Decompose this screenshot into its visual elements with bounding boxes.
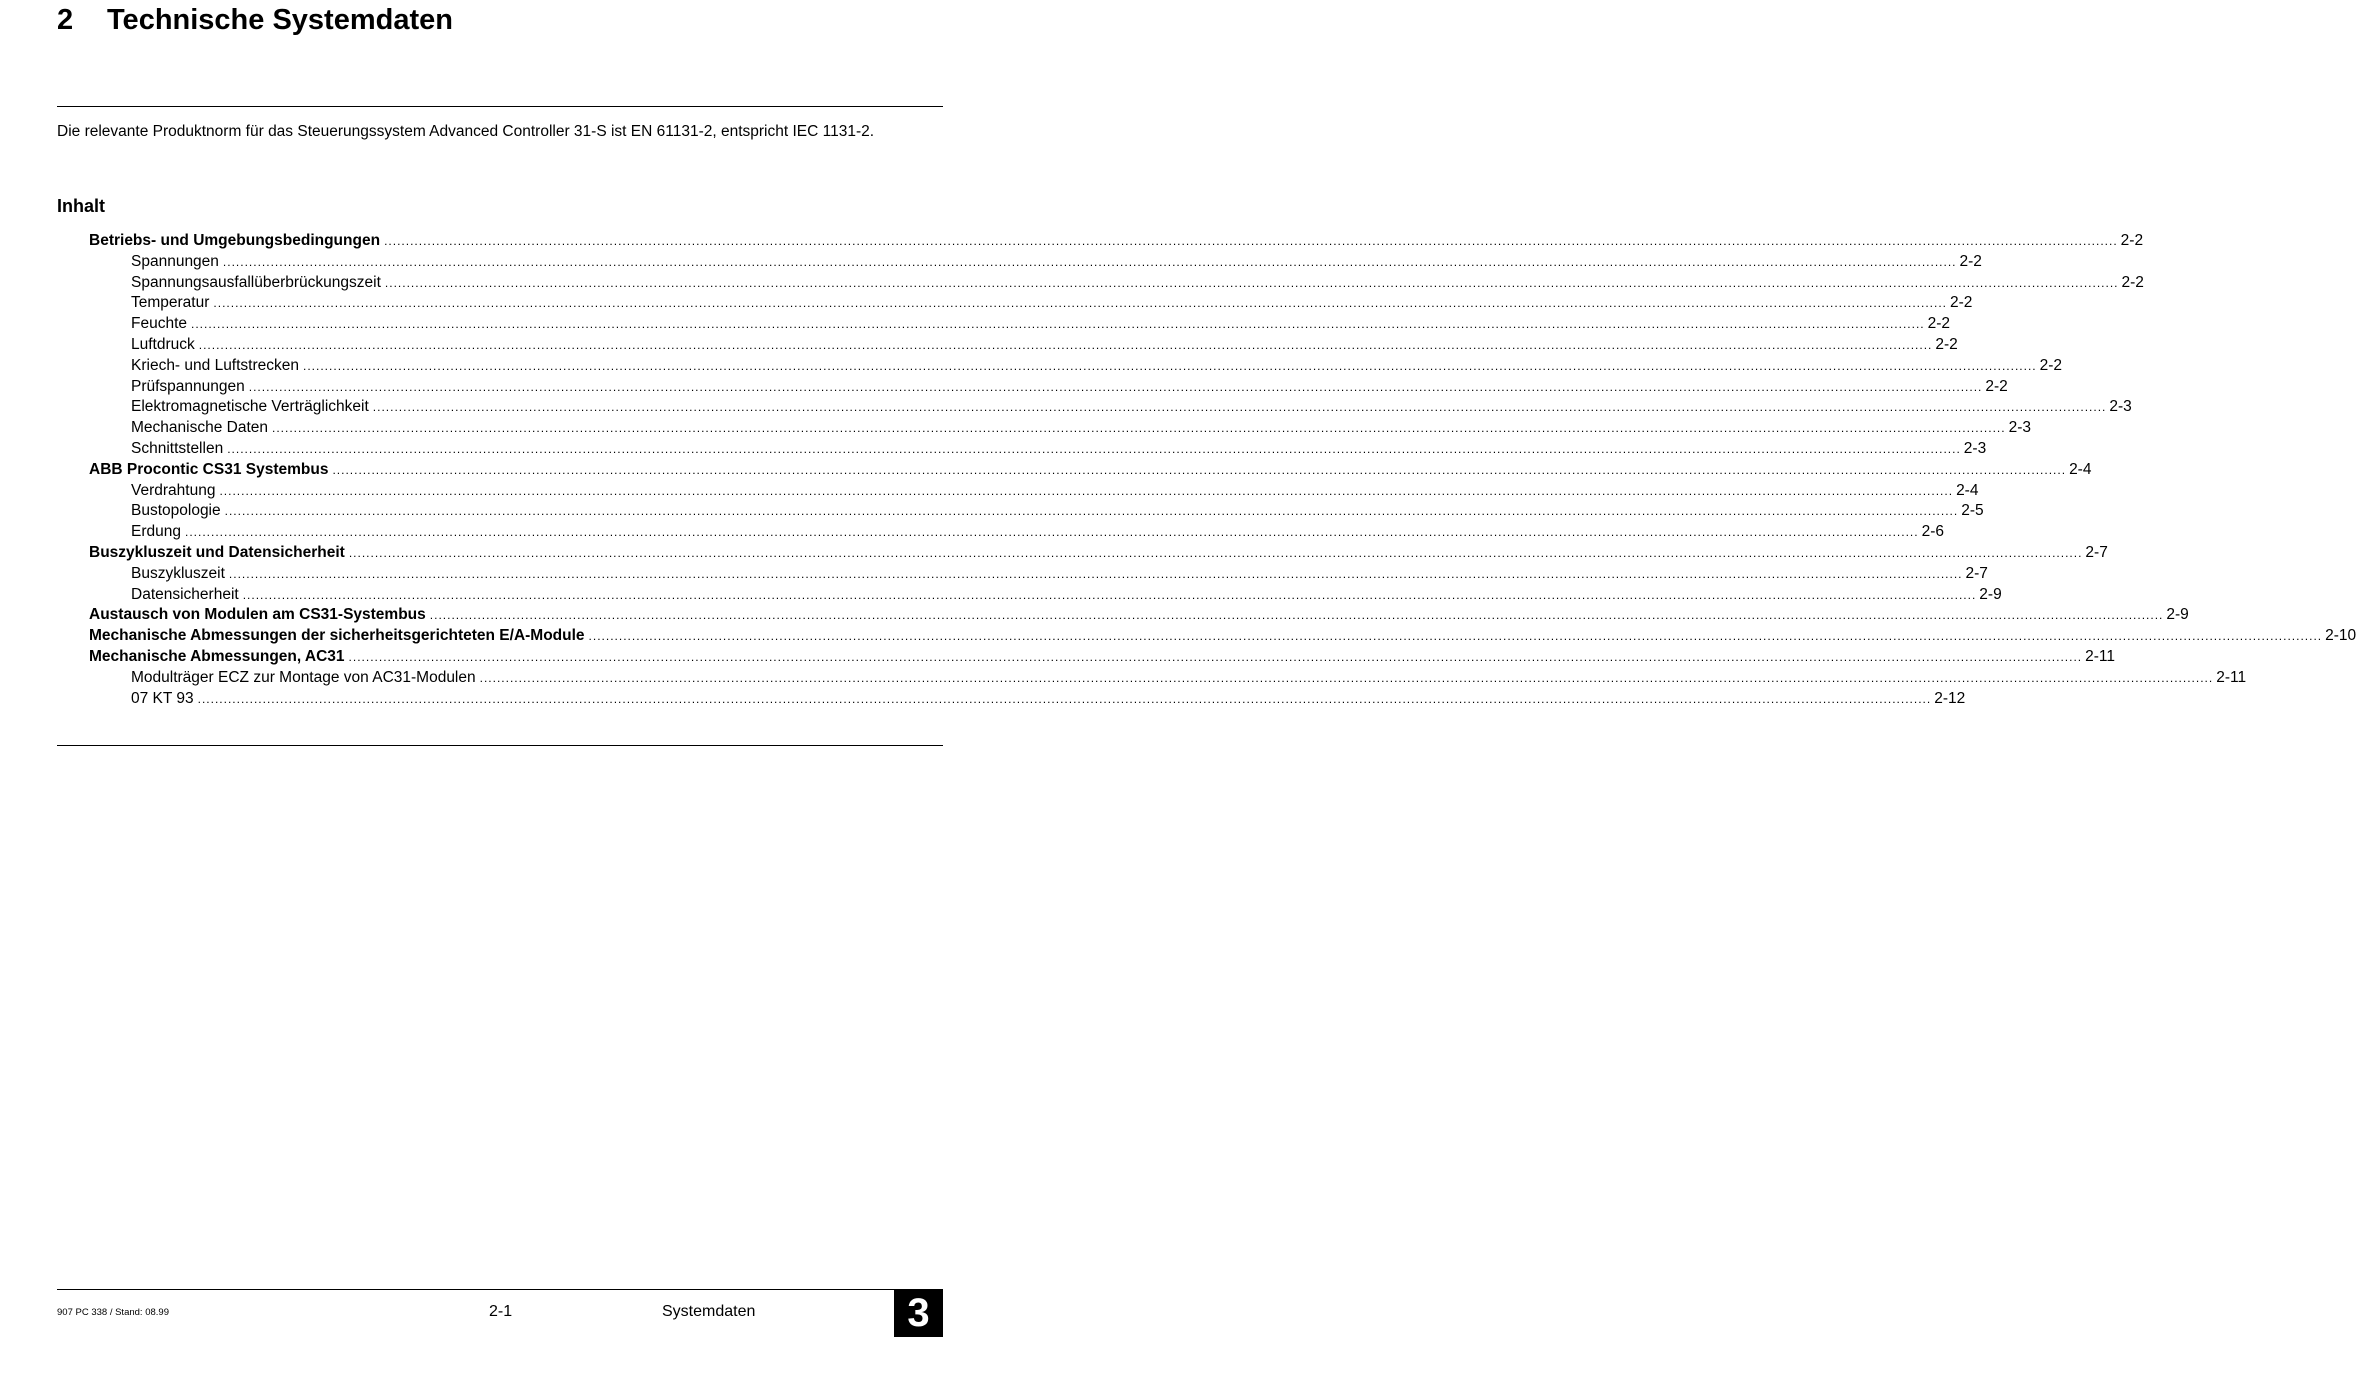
toc-entry-page: 2-5 [1961, 502, 1984, 520]
toc-entry[interactable] [89, 542, 2108, 563]
toc-entry[interactable] [131, 584, 2002, 605]
toc-entry[interactable] [131, 313, 1951, 334]
toc-leader-dots: ................................................................................................................................................................................................................................................................................................................................................................................................................ [213, 296, 1947, 311]
toc-entry-label: 07 KT 93 [131, 689, 194, 707]
toc-entry-label: Modulträger ECZ zur Montage von AC31-Modulen [131, 668, 476, 686]
toc-entry-label: Datensicherheit [131, 585, 239, 603]
toc-leader-dots: ................................................................................................................................................................................................................................................................................................................................................................................................................ [198, 338, 1933, 352]
chapter-heading [57, 4, 453, 37]
toc-entry[interactable] [89, 459, 2092, 480]
toc-entry[interactable] [131, 376, 2008, 397]
toc-entry[interactable] [89, 604, 2189, 625]
toc-leader-dots: ................................................................................................................................................................................................................................................................................................................................................................................................................ [224, 504, 1959, 519]
footer-section-title: Systemdaten [662, 1303, 756, 1320]
toc-leader-dots: ................................................................................................................................................................................................................................................................................................................................................................................................................ [242, 587, 1977, 602]
toc-entry[interactable] [131, 438, 1987, 459]
footer-page-number: 2-1 [489, 1303, 513, 1320]
toc-entry-page: 2-6 [1921, 523, 1944, 541]
toc-entry-label: Betriebs- und Umgebungsbedingungen [89, 232, 381, 249]
toc-leader-dots: ................................................................................................................................................................................................................................................................................................................................................................................................................ [479, 670, 2214, 685]
toc-entry-label: Bustopologie [131, 502, 221, 520]
toc-entry-label: Prüfspannungen [131, 377, 245, 395]
toc-entry[interactable] [131, 355, 2063, 376]
toc-entry-page: 2-2 [2120, 232, 2144, 249]
toc-leader-dots: ................................................................................................................................................................................................................................................................................................................................................................................................................ [272, 421, 2006, 436]
toc-entry-page: 2-7 [2085, 544, 2108, 561]
toc-entry-label: Buszykluszeit und Datensicherheit [89, 544, 345, 561]
toc-leader-dots: ................................................................................................................................................................................................................................................................................................................................................................................................................ [197, 691, 1932, 706]
toc-leader-dots: ................................................................................................................................................................................................................................................................................................................................................................................................................ [348, 546, 2083, 560]
toc-entry-label: Mechanische Abmessungen der sicherheitsgerichteten E/A-Module [89, 627, 585, 645]
footer-document-code: 907 PC 338 / Stand: 08.99 [57, 1307, 169, 1318]
toc-entry-page: 2-11 [2085, 648, 2116, 665]
toc-entry-label: Temperatur [131, 294, 210, 312]
toc-entry-page: 2-2 [1950, 294, 1973, 312]
toc-entry-page: 2-11 [2216, 668, 2247, 686]
toc-entry-page: 2-10 [2325, 627, 2356, 645]
toc-entry[interactable] [131, 251, 1982, 272]
toc-entry-page: 2-3 [2109, 398, 2132, 416]
toc-entry[interactable] [131, 563, 1988, 584]
toc-entry-page: 2-3 [2008, 419, 2031, 437]
toc-entry[interactable] [131, 667, 2247, 688]
toc-entry-page: 2-2 [2039, 356, 2063, 374]
toc-leader-dots: ................................................................................................................................................................................................................................................................................................................................................................................................................ [191, 317, 1925, 332]
toc-leader-dots: ................................................................................................................................................................................................................................................................................................................................................................................................................ [384, 234, 2118, 248]
intro-paragraph: Die relevante Produktnorm für das Steuerungssystem Advanced Controller 31-S ist EN 61131-2, entspricht IEC 1131-2. [57, 123, 875, 140]
toc-entry-page: 2-7 [1965, 564, 1988, 582]
toc-entry-page: 2-4 [1956, 481, 1979, 499]
toc-leader-dots: ................................................................................................................................................................................................................................................................................................................................................................................................................ [348, 650, 2083, 664]
toc-entry[interactable] [131, 417, 2031, 438]
toc-leader-dots: ................................................................................................................................................................................................................................................................................................................................................................................................................ [372, 400, 2107, 415]
toc-leader-dots: ................................................................................................................................................................................................................................................................................................................................................................................................................ [384, 275, 2119, 290]
toc-leader-dots: ................................................................................................................................................................................................................................................................................................................................................................................................................ [429, 608, 2164, 623]
toc-entry[interactable] [131, 396, 2132, 417]
toc-entry[interactable] [131, 480, 1979, 501]
toc-entry[interactable] [131, 334, 1958, 355]
toc-leader-dots: ................................................................................................................................................................................................................................................................................................................................................................................................................ [332, 462, 2067, 477]
chapter-tab-marker: 3 [894, 1289, 943, 1337]
toc-entry-label: Feuchte [131, 315, 188, 333]
top-divider [57, 106, 943, 107]
toc-leader-dots: ................................................................................................................................................................................................................................................................................................................................................................................................................ [248, 379, 1983, 394]
toc-entry-label: Verdrahtung [131, 481, 216, 499]
toc-entry-page: 2-3 [1963, 440, 1987, 457]
toc-entry-label: Austausch von Modulen am CS31-Systembus [89, 606, 426, 624]
chapter-title: Technische Systemdaten [107, 4, 453, 36]
toc-entry-label: Spannungen [131, 252, 219, 270]
toc-leader-dots: ................................................................................................................................................................................................................................................................................................................................................................................................................ [184, 525, 1919, 540]
toc-entry-label: Buszykluszeit [131, 564, 225, 582]
toc-leader-dots: ................................................................................................................................................................................................................................................................................................................................................................................................................ [219, 483, 1954, 498]
toc-entry-page: 2-2 [1985, 377, 2008, 395]
toc-entry-page: 2-9 [1979, 585, 2002, 603]
chapter-number: 2 [57, 4, 74, 36]
toc-entry-page: 2-2 [1927, 315, 1951, 333]
toc-entry[interactable] [131, 521, 1944, 542]
toc-entry-label: ABB Procontic CS31 Systembus [89, 460, 329, 478]
toc-entry-label: Schnittstellen [131, 440, 224, 457]
toc-entry[interactable] [89, 625, 2356, 646]
toc-entry-label: Spannungsausfallüberbrückungszeit [131, 273, 381, 291]
toc-entry[interactable] [131, 272, 2144, 293]
toc-entry-label: Mechanische Daten [131, 419, 268, 437]
toc-entry-label: Mechanische Abmessungen, AC31 [89, 648, 345, 665]
toc-bottom-divider [57, 745, 943, 746]
toc-entry-page: 2-4 [2069, 460, 2092, 478]
footer-divider [57, 1289, 894, 1290]
toc-entry[interactable] [89, 230, 2144, 251]
toc-entry-label: Elektromagnetische Verträglichkeit [131, 398, 369, 416]
toc-leader-dots: ................................................................................................................................................................................................................................................................................................................................................................................................................ [222, 254, 1957, 269]
toc-leader-dots: ................................................................................................................................................................................................................................................................................................................................................................................................................ [227, 442, 1961, 456]
toc-entry-page: 2-12 [1934, 689, 1966, 707]
toc-entry-label: Erdung [131, 523, 181, 541]
toc-entry[interactable] [131, 500, 1984, 521]
toc-entry-page: 2-9 [2166, 606, 2189, 624]
toc-entry[interactable] [89, 646, 2116, 667]
toc-leader-dots: ................................................................................................................................................................................................................................................................................................................................................................................................................ [588, 629, 2323, 644]
toc-entry[interactable] [131, 292, 1973, 313]
toc-entry[interactable] [131, 688, 1966, 709]
toc-leader-dots: ................................................................................................................................................................................................................................................................................................................................................................................................................ [303, 358, 2037, 373]
toc-heading: Inhalt [57, 196, 105, 216]
toc-entry-page: 2-2 [1959, 252, 1982, 270]
toc-entry-page: 2-2 [2121, 273, 2144, 291]
toc-entry-page: 2-2 [1935, 336, 1958, 353]
toc-leader-dots: ................................................................................................................................................................................................................................................................................................................................................................................................................ [228, 566, 1963, 581]
toc-entry-label: Luftdruck [131, 336, 195, 353]
toc-entry-label: Kriech- und Luftstrecken [131, 356, 300, 374]
